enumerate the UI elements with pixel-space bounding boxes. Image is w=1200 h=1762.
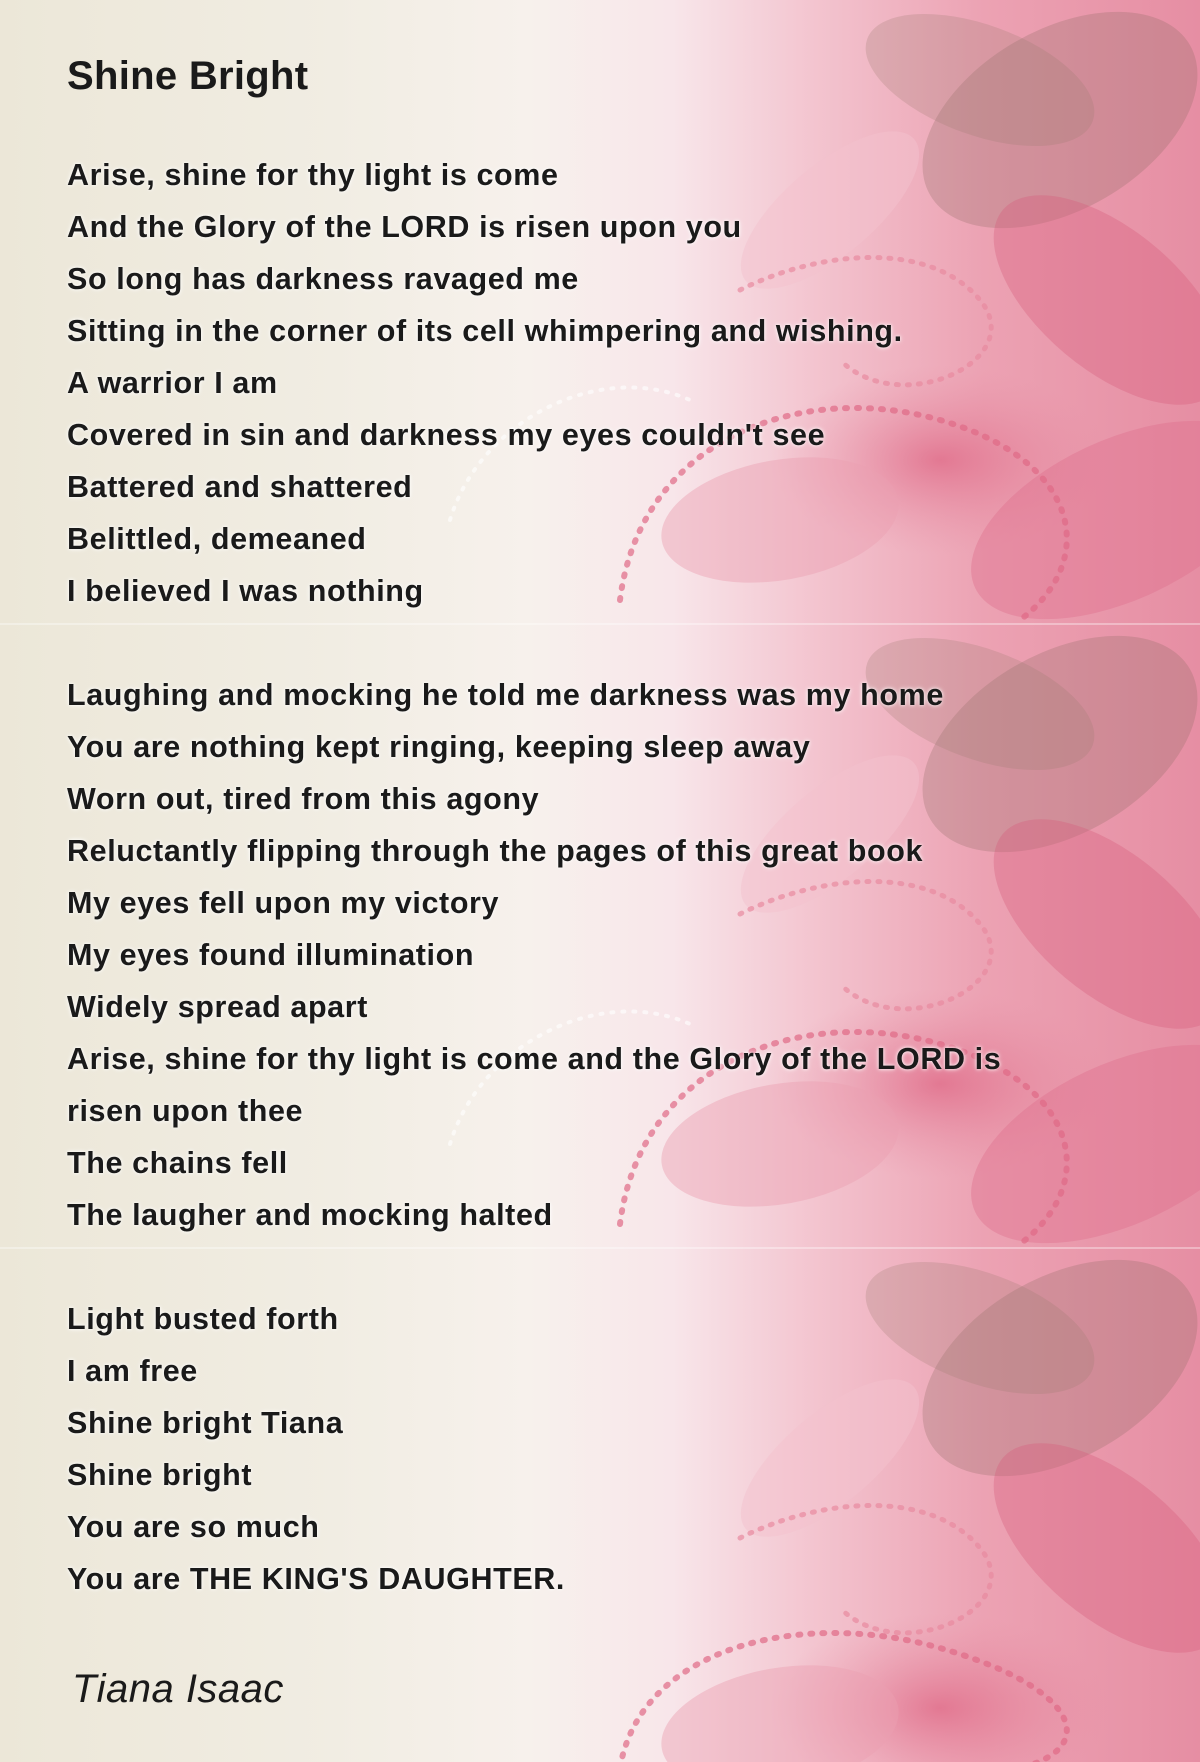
poem-line: Arise, shine for thy light is come <box>67 158 559 192</box>
poem-line: The chains fell <box>67 1146 288 1180</box>
poem-line: You are so much <box>67 1510 320 1544</box>
poem-line: You are nothing kept ringing, keeping sleep away <box>67 730 811 764</box>
poem-line: I believed I was nothing <box>67 574 424 608</box>
poem-line: You are THE KING'S DAUGHTER. <box>67 1562 565 1596</box>
poem-line: My eyes fell upon my victory <box>67 886 500 920</box>
poem-line: Battered and shattered <box>67 470 413 504</box>
poem-author: Tiana Isaac <box>72 1667 284 1711</box>
poem-line: A warrior I am <box>67 366 278 400</box>
poem-title: Shine Bright <box>67 54 309 98</box>
poem-line: I am free <box>67 1354 198 1388</box>
poem-line: Arise, shine for thy light is come and the Glory of the LORD is <box>67 1042 1002 1076</box>
poem-line: Reluctantly flipping through the pages of this great book <box>67 834 924 868</box>
poem-line: risen upon thee <box>67 1094 304 1128</box>
poem-line: Shine bright <box>67 1458 253 1492</box>
poem-line: Light busted forth <box>67 1302 339 1336</box>
poem-line: Sitting in the corner of its cell whimpering and wishing. <box>67 314 903 348</box>
poem-line: Shine bright Tiana <box>67 1406 344 1440</box>
poem-line: And the Glory of the LORD is risen upon you <box>67 210 742 244</box>
poem-line: Belittled, demeaned <box>67 522 367 556</box>
poem-line: Covered in sin and darkness my eyes couldn't see <box>67 418 826 452</box>
poem-line: So long has darkness ravaged me <box>67 262 579 296</box>
poem-line: Widely spread apart <box>67 990 368 1024</box>
poem-line: Laughing and mocking he told me darkness was my home <box>67 678 944 712</box>
poem-line: Worn out, tired from this agony <box>67 782 540 816</box>
poem-line: The laugher and mocking halted <box>67 1198 553 1232</box>
poem-line: My eyes found illumination <box>67 938 475 972</box>
